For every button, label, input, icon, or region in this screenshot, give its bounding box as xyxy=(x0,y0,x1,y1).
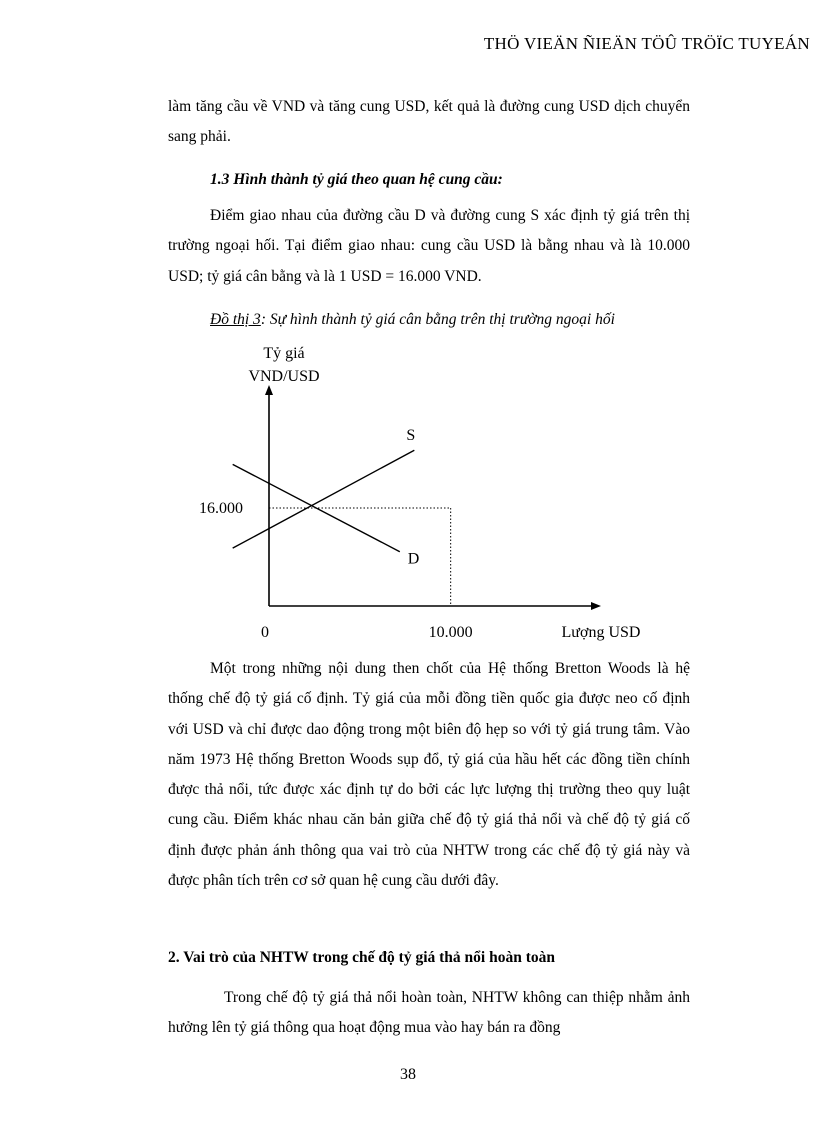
origin-label: 0 xyxy=(261,624,269,641)
x-tick-equilibrium-quantity: 10.000 xyxy=(428,624,473,641)
figure-caption-text: : Sự hình thành tỷ giá cân bằng trên thị trường ngoại hối xyxy=(260,311,615,328)
paragraph-equilibrium: Điểm giao nhau của đường cầu D và đường cung S xác định tỷ giá trên thị trường ngoại hối. Tại điểm giao nhau: cung cầu USD là bằng nhau và là 10.000 USD; tỷ giá cân bằng và là 1 USD = 16.000 VND. xyxy=(168,207,690,285)
paragraph-floating-regime: Trong chế độ tỷ giá thả nổi hoàn toàn, NHTW không can thiệp nhằm ảnh hưởng lên tỷ giá thông qua hoạt động mua vào hay bán ra đồng xyxy=(168,989,690,1037)
supply-curve-label: S xyxy=(406,427,416,445)
y-axis-label-line2: VND/USD xyxy=(248,368,320,385)
section-heading-2: 2. Vai trò của NHTW trong chế độ tỷ giá thả nổi hoàn toàn xyxy=(168,949,555,966)
y-axis-label-line1: Tỷ giá xyxy=(263,345,305,362)
x-axis-label: Lượng USD xyxy=(561,624,641,641)
y-tick-equilibrium-price: 16.000 xyxy=(199,500,243,518)
section-heading-1-3: 1.3 Hình thành tỷ giá theo quan hệ cung cầu: xyxy=(210,171,503,188)
page-number: 38 xyxy=(400,1066,416,1083)
figure-caption-label: Đồ thị 3 xyxy=(210,311,261,328)
demand-curve-label: D xyxy=(407,550,420,568)
paragraph-continuation: làm tăng cầu về VND và tăng cung USD, kết quả là đường cung USD dịch chuyển sang phải. xyxy=(168,98,690,146)
supply-curve xyxy=(233,450,415,548)
paragraph-bretton-woods: Một trong những nội dung then chốt của Hệ thống Bretton Woods là hệ thống chế độ tỷ giá cố định. Tỷ giá của mỗi đồng tiền quốc gia được neo cố định với USD và chỉ được dao động trong một biên độ hẹp so với tỷ giá trung tâm. Vào năm 1973 Hệ thống Bretton Woods sụp đổ, tỷ giá của hầu hết các đồng tiền chính được thả nổi, tức được xác định tự do bởi các lực lượng thị trường theo quy luật cung cầu. Điểm khác nhau căn bản giữa chế độ tỷ giá thả nổi và chế độ tỷ giá cố định được phản ánh thông qua vai trò của NHTW trong các chế độ tỷ giá này và được phân tích trên cơ sở quan hệ cung cầu dưới đây. xyxy=(168,660,690,890)
running-header: THÖ VIEÄN ÑIEÄN TÖÛ TRÖÏC TUYEÁN xyxy=(483,34,810,53)
